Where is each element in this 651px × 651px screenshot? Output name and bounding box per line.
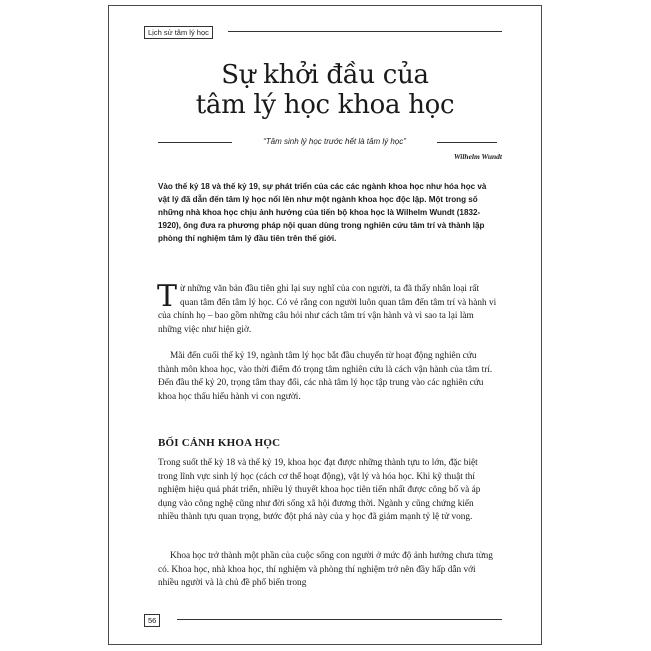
intro-paragraph: Vào thế kỷ 18 và thế kỷ 19, sự phát triển của các các ngành khoa học như hóa học và vật lý đã dẫn đến tâm lý học nổi lên như một ngành khoa học độc lập. Một trong số những nhà khoa học chịu ảnh hưởng của tiến bộ khoa học là Wilhelm Wundt (1832-1920), ông đưa ra phương pháp nội quan dùng trong nghiên cứu tâm trí và thành lập phòng thí nghiệm tâm lý đầu tiên trên thế giới. xyxy=(158,182,487,243)
epigraph-rule-right xyxy=(437,142,497,143)
drop-cap: T xyxy=(157,279,178,314)
body-paragraph-3: Trong suốt thế kỷ 18 và thế kỷ 19, khoa học đạt được những thành tựu to lớn, đặc biệt trong lĩnh vực sinh lý học (cách cơ thể hoạt động), vật lý và hóa học. Khi kỹ thuật thí nghiệm hiệu quả phát triển, nhiều lý thuyết khoa học tiên tiến nhất được công bố và áp dụng vào công nghệ cũng như đời sống xã hội đương thời. Ngành y cũng chứng kiến nhiều thành tựu quan trọng, bước đột phá này của y học đã giảm mạnh tỷ lệ tử vong. xyxy=(158,458,481,523)
title-line-2: tâm lý học khoa học xyxy=(195,90,455,120)
body-paragraph-4: Khoa học trở thành một phần của cuộc sống con người ở mức độ ảnh hưởng chưa từng có. Khoa học, nhà khoa học, thí nghiệm và phòng thí nghiệm trở nên đầy hấp dẫn với nhiều người và là chủ đề phổ biến trong xyxy=(158,551,493,589)
epigraph-text: “Tâm sinh lý học trước hết là tâm lý học” xyxy=(263,137,406,146)
body-paragraph-1 xyxy=(157,279,498,337)
section-tag: Lịch sử tâm lý học xyxy=(144,26,213,39)
body-paragraph-2: Mãi đến cuối thế kỷ 19, ngành tâm lý học bắt đầu chuyển từ hoạt động nghiên cứu thành môn khoa học, vào thời điểm đó trọng tâm nghiên cứu là cách vận hành của tâm trí. Đến đầu thế kỷ 20, trọng tâm thay đổi, các nhà tâm lý học tập trung vào các nghiên cứu khoa học thấu hiểu hành vi con người. xyxy=(158,351,493,402)
header-rule xyxy=(228,31,502,32)
epigraph-author: Wilhelm Wundt xyxy=(453,152,502,161)
epigraph-rule-left xyxy=(158,142,232,143)
title-line-1: Sự khởi đầu của xyxy=(221,60,429,90)
page-title xyxy=(120,60,530,120)
epigraph xyxy=(158,136,497,148)
section-heading: BỐI CẢNH KHOA HỌC xyxy=(158,437,281,449)
body-paragraph-1-text: ừ những văn bản đầu tiên ghi lại suy nghĩ của con người, ta đã thấy nhân loại rất quan tâm đến tâm lý học. Có vẻ rằng con người luôn quan tâm đến tâm trí và hành vi của chính họ – bao gồm những câu hỏi như cách tâm trí vận hành và vì sao ta lại làm những việc như hiện giờ. xyxy=(158,284,497,335)
page-number: 56 xyxy=(144,614,160,627)
footer-rule xyxy=(177,619,502,620)
